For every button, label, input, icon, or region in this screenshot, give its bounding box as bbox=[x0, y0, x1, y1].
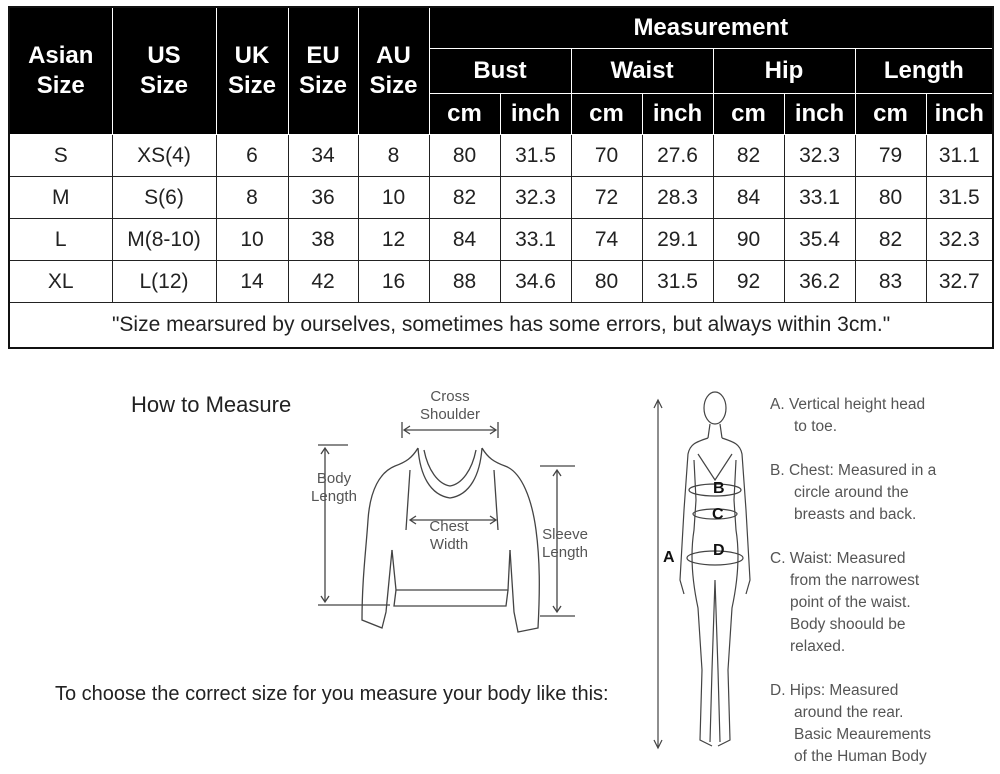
size-chart-table bbox=[8, 6, 994, 349]
unit-hip-cm: cm bbox=[713, 94, 784, 135]
unit-bust-cm: cm bbox=[429, 94, 500, 135]
label-b: B bbox=[713, 480, 725, 497]
header-measurement: Measurement bbox=[429, 7, 993, 49]
sleeve-length-label: Sleeve Length bbox=[542, 526, 588, 561]
measurement-note: "Size mearsured by ourselves, sometimes has some errors, but always within 3cm." bbox=[9, 303, 993, 349]
table-cell: 28.3 bbox=[642, 177, 713, 219]
table-cell: XL bbox=[9, 261, 112, 303]
table-cell: 80 bbox=[571, 261, 642, 303]
table-cell: XS(4) bbox=[112, 135, 216, 177]
table-cell: 82 bbox=[713, 135, 784, 177]
table-cell: 32.7 bbox=[926, 261, 993, 303]
header-eu-size: EU Size bbox=[288, 7, 358, 135]
table-cell: 70 bbox=[571, 135, 642, 177]
table-row bbox=[9, 177, 993, 219]
instruction-text: To choose the correct size for you measure your body like this: bbox=[55, 683, 609, 705]
table-cell: S bbox=[9, 135, 112, 177]
table-cell: 10 bbox=[216, 219, 288, 261]
unit-bust-inch: inch bbox=[500, 94, 571, 135]
table-cell: 72 bbox=[571, 177, 642, 219]
table-row bbox=[9, 261, 993, 303]
table-cell: 79 bbox=[855, 135, 926, 177]
table-cell: 33.1 bbox=[784, 177, 855, 219]
table-cell: 82 bbox=[855, 219, 926, 261]
note-a: A. Vertical height head to toe. bbox=[770, 396, 926, 435]
table-cell: L(12) bbox=[112, 261, 216, 303]
garment-diagram bbox=[300, 380, 620, 650]
table-row bbox=[9, 135, 993, 177]
table-cell: 31.5 bbox=[500, 135, 571, 177]
header-us-size: US Size bbox=[112, 7, 216, 135]
table-cell: 8 bbox=[358, 135, 429, 177]
table-cell: 31.5 bbox=[926, 177, 993, 219]
table-cell: 8 bbox=[216, 177, 288, 219]
table-cell: 32.3 bbox=[926, 219, 993, 261]
table-cell: 83 bbox=[855, 261, 926, 303]
chest-width-label: Chest Width bbox=[429, 518, 469, 553]
table-cell: M(8-10) bbox=[112, 219, 216, 261]
table-cell: 80 bbox=[855, 177, 926, 219]
body-figure bbox=[650, 380, 760, 769]
note-b: B. Chest: Measured in a circle around the breasts and back. bbox=[770, 462, 937, 523]
header-asian-size: Asian Size bbox=[9, 7, 112, 135]
table-cell: 14 bbox=[216, 261, 288, 303]
table-row bbox=[9, 219, 993, 261]
table-cell: 6 bbox=[216, 135, 288, 177]
label-c: C bbox=[712, 506, 724, 523]
table-cell: 10 bbox=[358, 177, 429, 219]
table-cell: 84 bbox=[713, 177, 784, 219]
table-cell: 29.1 bbox=[642, 219, 713, 261]
header-length: Length bbox=[855, 49, 993, 94]
note-c: C. Waist: Measured from the narrowest point of the waist. Body shoould be relaxed. bbox=[770, 550, 920, 655]
header-uk-size: UK Size bbox=[216, 7, 288, 135]
table-cell: 31.5 bbox=[642, 261, 713, 303]
header-bust: Bust bbox=[429, 49, 571, 94]
table-cell: 88 bbox=[429, 261, 500, 303]
unit-waist-cm: cm bbox=[571, 94, 642, 135]
table-cell: 31.1 bbox=[926, 135, 993, 177]
table-cell: 74 bbox=[571, 219, 642, 261]
table-cell: 42 bbox=[288, 261, 358, 303]
table-cell: 32.3 bbox=[500, 177, 571, 219]
header-waist: Waist bbox=[571, 49, 713, 94]
note-d: D. Hips: Measured around the rear. Basic Meaurements of the Human Body bbox=[770, 682, 931, 765]
unit-length-cm: cm bbox=[855, 94, 926, 135]
table-cell: 16 bbox=[358, 261, 429, 303]
table-cell: M bbox=[9, 177, 112, 219]
label-d: D bbox=[713, 542, 725, 559]
table-cell: 33.1 bbox=[500, 219, 571, 261]
table-cell: L bbox=[9, 219, 112, 261]
table-cell: 36.2 bbox=[784, 261, 855, 303]
cross-shoulder-label: Cross Shoulder bbox=[419, 388, 481, 423]
table-cell: 82 bbox=[429, 177, 500, 219]
human-body-illustration bbox=[650, 380, 760, 769]
unit-hip-inch: inch bbox=[784, 94, 855, 135]
table-cell: 12 bbox=[358, 219, 429, 261]
table-cell: 92 bbox=[713, 261, 784, 303]
table-cell: 84 bbox=[429, 219, 500, 261]
header-au-size: AU Size bbox=[358, 7, 429, 135]
table-cell: 38 bbox=[288, 219, 358, 261]
how-to-measure-title: How to Measure bbox=[131, 392, 292, 417]
header-hip: Hip bbox=[713, 49, 855, 94]
table-cell: 80 bbox=[429, 135, 500, 177]
table-cell: 36 bbox=[288, 177, 358, 219]
table-cell: 90 bbox=[713, 219, 784, 261]
table-cell: 34.6 bbox=[500, 261, 571, 303]
table-cell: 27.6 bbox=[642, 135, 713, 177]
table-cell: 35.4 bbox=[784, 219, 855, 261]
table-cell: 32.3 bbox=[784, 135, 855, 177]
size-rows bbox=[9, 135, 993, 303]
body-length-label: Body Length bbox=[311, 470, 357, 505]
table-cell: S(6) bbox=[112, 177, 216, 219]
unit-length-inch: inch bbox=[926, 94, 993, 135]
unit-waist-inch: inch bbox=[642, 94, 713, 135]
label-a: A bbox=[663, 549, 675, 566]
table-cell: 34 bbox=[288, 135, 358, 177]
